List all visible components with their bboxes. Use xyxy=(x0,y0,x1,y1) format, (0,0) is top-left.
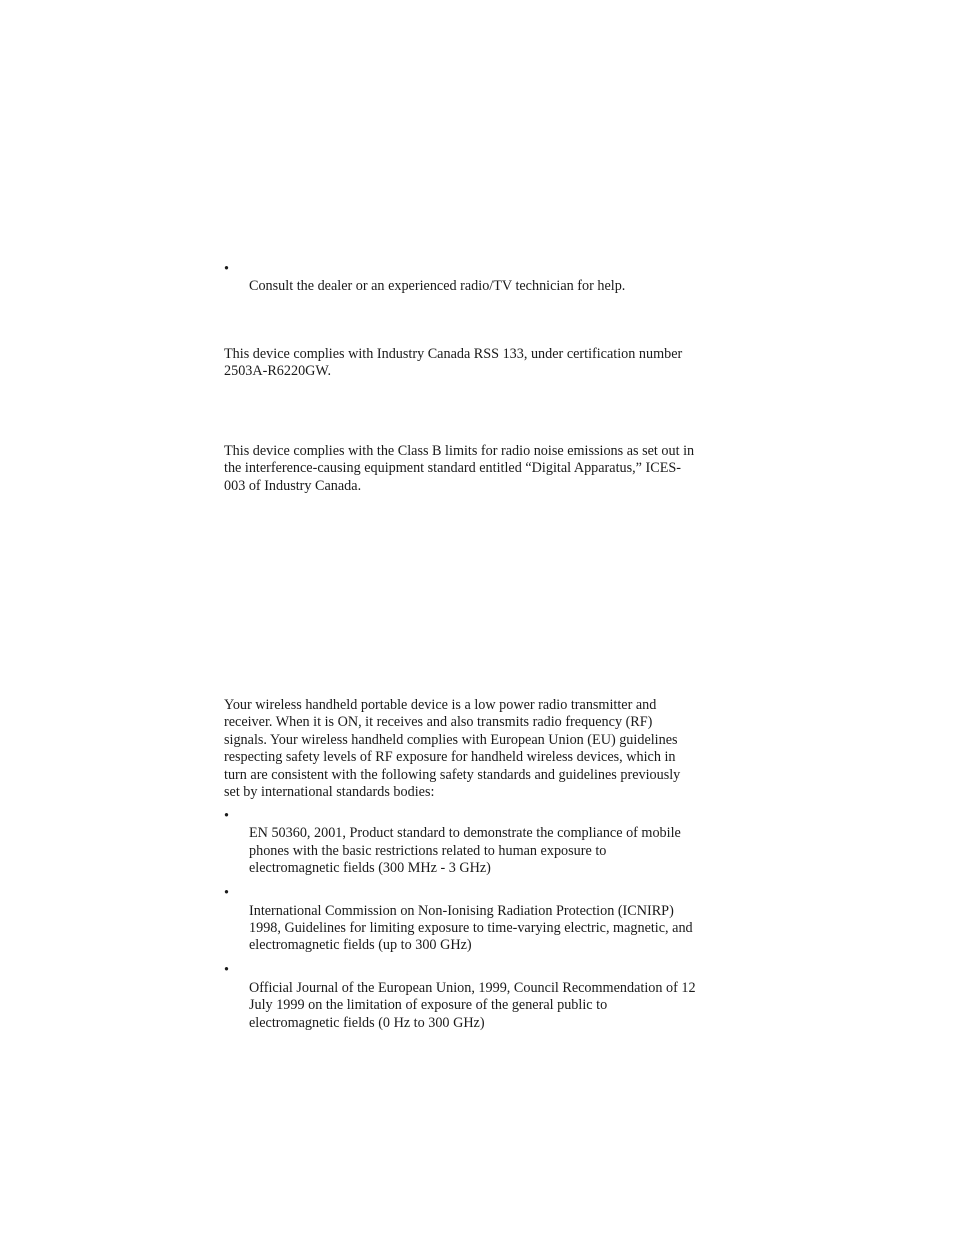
eu-rf-exposure-paragraph: Your wireless handheld portable device is a low power radio transmitter and receiver. When it is ON, it receives and also transmits radio frequency (RF) signals. Your wireless handheld complies with European Union (EU) guidelines respecting safety levels of RF exposure for handheld wireless devices, which in turn are consistent with the following safety standards and guidelines previously set by international standards bodies: xyxy=(224,697,681,801)
bullet-icon: • xyxy=(224,808,229,824)
industry-canada-ices-paragraph: This device complies with the Class B limits for radio noise emissions as set out in the interference-causing equipment standard entitled “Digital Apparatus,” ICES- 003 of Industry Canada. xyxy=(224,443,695,494)
list-item xyxy=(224,261,730,296)
industry-canada-rss-paragraph: This device complies with Industry Canada RSS 133, under certification number 2503A-R6220GW. xyxy=(224,346,683,380)
list-item-text: Official Journal of the European Union, 1999, Council Recommendation of 12 July 1999 on the limitation of exposure of the general public to electromagnetic fields (0 Hz to 300 GHz) xyxy=(249,979,696,1031)
list-item-text: Consult the dealer or an experienced radio/TV technician for help. xyxy=(249,278,626,295)
list-item-text: EN 50360, 2001, Product standard to demonstrate the compliance of mobile phones with the basic restrictions related to human exposure to electromagnetic fields (300 MHz - 3 GHz) xyxy=(249,825,681,877)
fcc-remedy-list xyxy=(224,261,730,296)
eu-standards-list xyxy=(224,808,730,1032)
list-item xyxy=(224,885,730,955)
list-item xyxy=(224,808,730,878)
list-item-text: International Commission on Non-Ionising Radiation Protection (ICNIRP) 1998, Guidelines for limiting exposure to time-varying electric, magnetic, and electromagnetic fields (up to 300 GHz) xyxy=(249,902,693,954)
bullet-icon: • xyxy=(224,962,229,979)
bullet-icon: • xyxy=(224,885,229,902)
bullet-icon: • xyxy=(224,261,229,277)
list-item xyxy=(224,962,730,1032)
